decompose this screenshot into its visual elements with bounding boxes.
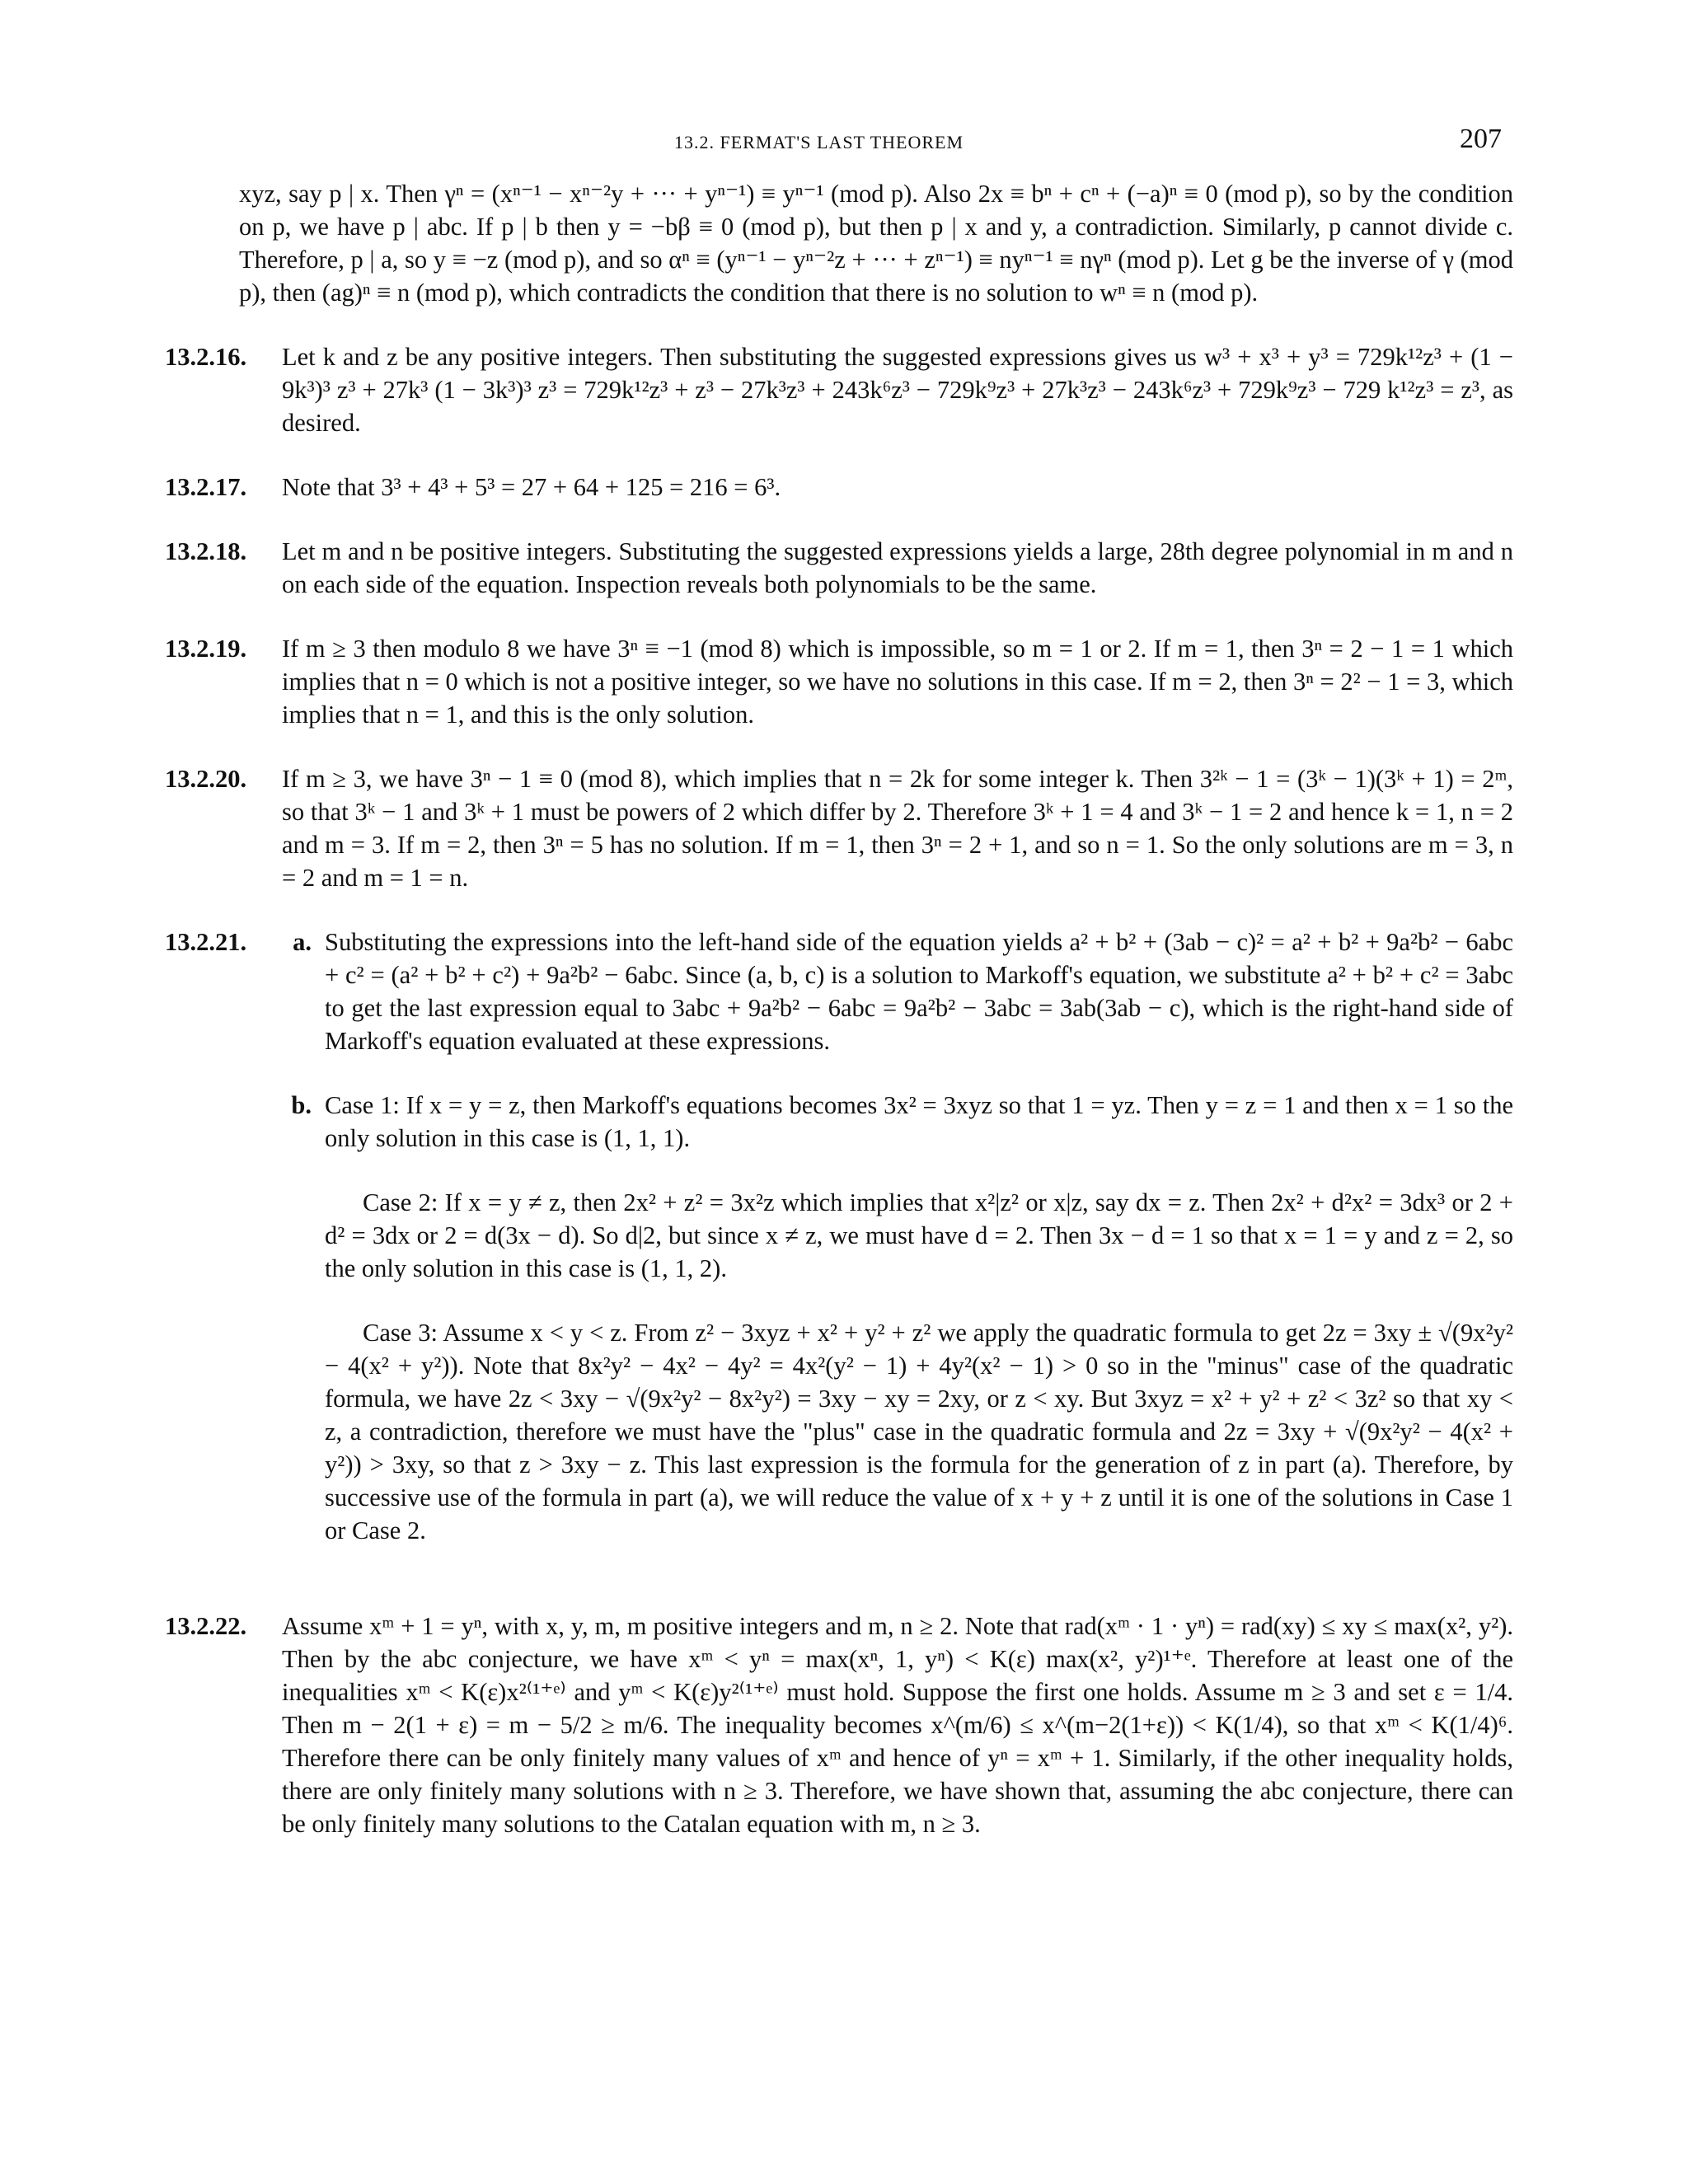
solution-number: 13.2.18. xyxy=(165,537,247,565)
solution-13-2-20 xyxy=(165,762,1513,894)
solution-number: 13.2.19. xyxy=(165,635,247,663)
solution-text: Let k and z be any positive integers. Then substituting the suggested expressions gives us w³ + x³ + y³ = 729k¹²z³ + (1 − 9k³)³ z³ + 27k³ (1 − 3k³)³ z³ = 729k¹²z³ + z³ − 27k³z³ + 243k⁶z³ − 729k⁹z³ + 27k³z³ − 243k⁶z³ + 729k⁹z³ − 729 k¹²z³ = z³, as desired. xyxy=(282,343,1513,437)
solution-text: Note that 3³ + 4³ + 5³ = 27 + 64 + 125 = 216 = 6³. xyxy=(282,473,781,501)
solution-text: If m ≥ 3, we have 3ⁿ − 1 ≡ 0 (mod 8), which implies that n = 2k for some integer k. Then 3²ᵏ − 1 = (3ᵏ − 1)(3ᵏ + 1) = 2ᵐ, so that 3ᵏ − 1 and 3ᵏ + 1 must be powers of 2 which differ by 2. Therefore 3ᵏ + 1 = 4 and 3ᵏ − 1 = 2 and hence k = 1, n = 2 and m = 3. If m = 2, then 3ⁿ = 5 has no solution. If m = 1, then 3ⁿ = 2 + 1, and so n = 1. So the only solutions are m = 3, n = 2 and m = 1 = n. xyxy=(282,765,1513,892)
part-label: b. xyxy=(291,1091,312,1119)
continued-paragraph: xyz, say p | x. Then γⁿ = (xⁿ⁻¹ − xⁿ⁻²y + ··· + yⁿ⁻¹) ≡ yⁿ⁻¹ (mod p). Also 2x ≡ bⁿ + cⁿ + (−a)ⁿ ≡ 0 (mod p), so by the condition on p, we have p | abc. If p | b then y = −bβ ≡ 0 (mod p), but then p | x and y, a contradiction. Similarly, p cannot divide c. Therefore, p | a, so y ≡ −z (mod p), and so αⁿ ≡ (yⁿ⁻¹ − yⁿ⁻²z + ··· + zⁿ⁻¹) ≡ nyⁿ⁻¹ ≡ nγⁿ (mod p). Let g be the inverse of γ (mod p), then (ag)ⁿ ≡ n (mod p), which contradicts the condition that there is no solution to wⁿ ≡ n (mod p). xyxy=(239,180,1513,307)
solution-text: Let m and n be positive integers. Substituting the suggested expressions yields a large, 28th degree polynomial in m and n on each side of the equation. Inspection reveals both polynomials to be the same. xyxy=(282,537,1513,598)
case-1: Case 1: If x = y = z, then Markoff's equations becomes 3x² = 3xyz so that 1 = yz. Then y = z = 1 and then x = 1 so the only solution in this case is (1, 1, 1). xyxy=(325,1091,1513,1152)
solution-number: 13.2.17. xyxy=(165,473,247,501)
case-2: Case 2: If x = y ≠ z, then 2x² + z² = 3x²z which implies that x²|z² or x|z, say dx = z. Then 2x² + d²x² = 3dx³ or 2 + d² = 3dx or 2 = d(3x − d). So d|2, but since x ≠ z, we must have d = 2. Then 3x − d = 1 so that x = 1 = y and z = 2, so the only solution in this case is (1, 1, 2). xyxy=(325,1188,1513,1282)
solution-13-2-16 xyxy=(165,340,1513,439)
solution-text: Assume xᵐ + 1 = yⁿ, with x, y, m, m positive integers and m, n ≥ 2. Note that rad(xᵐ · 1 · yⁿ) = rad(xy) ≤ xy ≤ max(x², y²). Then by the abc conjecture, we have xᵐ < yⁿ = max(xⁿ, 1, yⁿ) < K(ε) max(x², y²)¹⁺ᵉ. Therefore at least one of the inequalities xᵐ < K(ε)x²⁽¹⁺ᵉ⁾ and yᵐ < K(ε)y²⁽¹⁺ᵉ⁾ must hold. Suppose the first one holds. Assume m ≥ 3 and set ε = 1/4. Then m − 2(1 + ε) = m − 5/2 ≥ m/6. The inequality becomes x^(m/6) ≤ x^(m−2(1+ε)) < K(1/4), so that xᵐ < K(1/4)⁶. Therefore there can be only finitely many values of xᵐ and hence of yⁿ = xᵐ + 1. Similarly, if the other inequality holds, there are only finitely many solutions with n ≥ 3. Therefore, we have shown that, assuming the abc conjecture, there can be only finitely many solutions to the Catalan equation with m, n ≥ 3. xyxy=(282,1612,1513,1838)
solution-number: 13.2.20. xyxy=(165,765,247,793)
solution-number: 13.2.21. xyxy=(165,928,247,956)
section-title: 13.2. FERMAT'S LAST THEOREM xyxy=(674,132,964,152)
part-b xyxy=(265,1089,1513,1578)
solution-text: If m ≥ 3 then modulo 8 we have 3ⁿ ≡ −1 (mod 8) which is impossible, so m = 1 or 2. If m = 1, then 3ⁿ = 2 − 1 = 1 which implies that n = 0 which is not a positive integer, so we have no solutions in this case. If m = 2, then 3ⁿ = 2² − 1 = 3, which implies that n = 1, and this is the only solution. xyxy=(282,635,1513,729)
case-3: Case 3: Assume x < y < z. From z² − 3xyz + x² + y² + z² we apply the quadratic formula to get 2z = 3xy ± √(9x²y² − 4(x² + y²)). Note that 8x²y² − 4x² − 4y² = 4x²(y² − 1) + 4y²(x² − 1) > 0 so in the "minus" case of the quadratic formula, we have 2z < 3xy − √(9x²y² − 8x²y²) = 3xy − xy = 2xy, or z < xy. But 3xyz = x² + y² + z² < 3z² so that xy < z, a contradiction, therefore we must have the "plus" case in the quadratic formula and 2z = 3xy + √(9x²y² − 4(x² + y²)) > 3xy, so that z > 3xy − z. This last expression is the formula for the generation of z in part (a). Therefore, by successive use of the formula in part (a), we will reduce the value of x + y + z until it is one of the solutions in Case 1 or Case 2. xyxy=(325,1319,1513,1544)
solution-13-2-18 xyxy=(165,535,1513,601)
solution-number: 13.2.16. xyxy=(165,343,247,371)
part-label: a. xyxy=(293,928,312,956)
part-a xyxy=(265,926,1513,1057)
solution-13-2-21 xyxy=(165,926,1513,1610)
part-text: Substituting the expressions into the left-hand side of the equation yields a² + b² + (3ab − c)² = a² + b² + 9a²b² − 6abc + c² = (a² + b² + c²) + 9a²b² − 6abc. Since (a, b, c) is a solution to Markoff's equation, we substitute a² + b² + c² = 3abc to get the last expression equal to 3abc + 9a²b² − 6abc = 9a²b² − 3abc = 3ab(3ab − c), which is the right-hand side of Markoff's equation evaluated at these expressions. xyxy=(325,928,1513,1055)
solution-13-2-19 xyxy=(165,632,1513,731)
solutions-body xyxy=(165,177,1513,1872)
solution-number: 13.2.22. xyxy=(165,1612,247,1640)
solution-13-2-22 xyxy=(165,1610,1513,1840)
solution-13-2-17 xyxy=(165,471,1513,504)
page-number: 207 xyxy=(1460,124,1502,154)
